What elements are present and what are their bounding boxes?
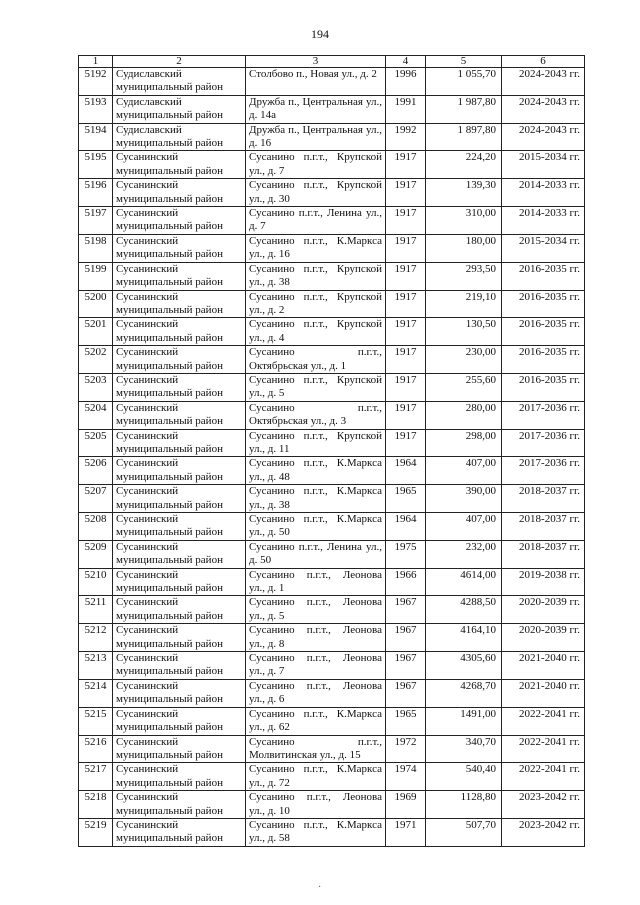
address-cell: Сусанино п.г.т., К.Маркса ул., д. 48 [246,457,386,485]
district-cell: Сусанинский муниципальный район [113,346,246,374]
year-cell: 1972 [386,735,426,763]
district-cell: Сусанинский муниципальный район [113,763,246,791]
row-number: 5200 [79,290,113,318]
period-cell: 2016-2035 гг. [502,318,585,346]
district-cell: Сусанинский муниципальный район [113,429,246,457]
address-cell: Дружба п., Центральная ул., д. 16 [246,123,386,151]
row-number: 5216 [79,735,113,763]
period-cell: 2022-2041 гг. [502,707,585,735]
district-cell: Сусанинский муниципальный район [113,207,246,235]
period-cell: 2017-2036 гг. [502,401,585,429]
table-row [79,652,585,680]
row-number: 5202 [79,346,113,374]
row-number: 5197 [79,207,113,235]
year-cell: 1967 [386,679,426,707]
area-cell: 224,20 [426,151,502,179]
period-cell: 2016-2035 гг. [502,290,585,318]
year-cell: 1991 [386,95,426,123]
table-row [79,151,585,179]
row-number: 5192 [79,68,113,96]
period-cell: 2020-2039 гг. [502,624,585,652]
district-cell: Сусанинский муниципальный район [113,735,246,763]
table-row [79,290,585,318]
period-cell: 2024-2043 гг. [502,68,585,96]
row-number: 5213 [79,652,113,680]
area-cell: 180,00 [426,234,502,262]
address-cell: Сусанино п.г.т., Ленина ул., д. 50 [246,540,386,568]
table-row [79,485,585,513]
area-cell: 1491,00 [426,707,502,735]
table-row [79,373,585,401]
year-cell: 1964 [386,457,426,485]
district-cell: Сусанинский муниципальный район [113,262,246,290]
year-cell: 1965 [386,707,426,735]
period-cell: 2022-2041 гг. [502,735,585,763]
period-cell: 2018-2037 гг. [502,540,585,568]
area-cell: 1 987,80 [426,95,502,123]
period-cell: 2023-2042 гг. [502,791,585,819]
address-cell: Сусанино п.г.т., Крупской ул., д. 38 [246,262,386,290]
district-cell: Сусанинский муниципальный район [113,707,246,735]
table-row [79,401,585,429]
year-cell: 1917 [386,346,426,374]
period-cell: 2016-2035 гг. [502,346,585,374]
column-number-row [79,56,585,68]
address-cell: Сусанино п.г.т., Октябрьская ул., д. 3 [246,401,386,429]
period-cell: 2018-2037 гг. [502,485,585,513]
address-cell: Сусанино п.г.т., Леонова ул., д. 7 [246,652,386,680]
table-row [79,123,585,151]
column-header: 4 [386,56,426,68]
period-cell: 2022-2041 гг. [502,763,585,791]
row-number: 5211 [79,596,113,624]
page-number: 194 [311,27,329,41]
area-cell: 4305,60 [426,652,502,680]
district-cell: Судиславский муниципальный район [113,95,246,123]
area-cell: 507,70 [426,818,502,846]
period-cell: 2020-2039 гг. [502,596,585,624]
table-row [79,679,585,707]
district-cell: Сусанинский муниципальный район [113,568,246,596]
row-number: 5203 [79,373,113,401]
row-number: 5212 [79,624,113,652]
period-cell: 2016-2035 гг. [502,373,585,401]
row-number: 5196 [79,179,113,207]
address-cell: Сусанино п.г.т., Крупской ул., д. 30 [246,179,386,207]
year-cell: 1917 [386,207,426,235]
area-cell: 310,00 [426,207,502,235]
area-cell: 139,30 [426,179,502,207]
row-number: 5215 [79,707,113,735]
column-header: 5 [426,56,502,68]
area-cell: 130,50 [426,318,502,346]
year-cell: 1917 [386,290,426,318]
year-cell: 1917 [386,429,426,457]
address-cell: Сусанино п.г.т., Леонова ул., д. 1 [246,568,386,596]
year-cell: 1964 [386,513,426,541]
address-cell: Сусанино п.г.т., К.Маркса ул., д. 62 [246,707,386,735]
row-number: 5219 [79,818,113,846]
address-cell: Сусанино п.г.т., К.Маркса ул., д. 16 [246,234,386,262]
district-cell: Сусанинский муниципальный район [113,652,246,680]
row-number: 5214 [79,679,113,707]
period-cell: 2024-2043 гг. [502,95,585,123]
table-row [79,624,585,652]
area-cell: 1 055,70 [426,68,502,96]
table-row [79,540,585,568]
address-cell: Сусанино п.г.т., Крупской ул., д. 5 [246,373,386,401]
district-cell: Сусанинский муниципальный район [113,179,246,207]
area-cell: 255,60 [426,373,502,401]
row-number: 5217 [79,763,113,791]
table-row [79,707,585,735]
table-row [79,318,585,346]
period-cell: 2014-2033 гг. [502,179,585,207]
year-cell: 1917 [386,318,426,346]
row-number: 5198 [79,234,113,262]
year-cell: 1975 [386,540,426,568]
area-cell: 280,00 [426,401,502,429]
area-cell: 4288,50 [426,596,502,624]
district-cell: Сусанинский муниципальный район [113,401,246,429]
table-row [79,234,585,262]
row-number: 5210 [79,568,113,596]
area-cell: 4268,70 [426,679,502,707]
district-cell: Судиславский муниципальный район [113,68,246,96]
area-cell: 219,10 [426,290,502,318]
table-row [79,179,585,207]
period-cell: 2021-2040 гг. [502,652,585,680]
area-cell: 4614,00 [426,568,502,596]
district-cell: Сусанинский муниципальный район [113,457,246,485]
year-cell: 1917 [386,401,426,429]
row-number: 5194 [79,123,113,151]
period-cell: 2015-2034 гг. [502,234,585,262]
address-cell: Сусанино п.г.т., К.Маркса ул., д. 58 [246,818,386,846]
address-cell: Сусанино п.г.т., Крупской ул., д. 11 [246,429,386,457]
area-cell: 293,50 [426,262,502,290]
address-cell: Сусанино п.г.т., Ленина ул., д. 7 [246,207,386,235]
table-row [79,513,585,541]
column-header: 3 [246,56,386,68]
district-cell: Сусанинский муниципальный район [113,290,246,318]
table-row [79,68,585,96]
period-cell: 2021-2040 гг. [502,679,585,707]
period-cell: 2024-2043 гг. [502,123,585,151]
area-cell: 298,00 [426,429,502,457]
address-cell: Сусанино п.г.т., Молвитинская ул., д. 15 [246,735,386,763]
district-cell: Сусанинский муниципальный район [113,373,246,401]
table-row [79,818,585,846]
address-cell: Дружба п., Центральная ул., д. 14а [246,95,386,123]
address-cell: Сусанино п.г.т., Леонова ул., д. 10 [246,791,386,819]
district-cell: Сусанинский муниципальный район [113,234,246,262]
address-cell: Столбово п., Новая ул., д. 2 [246,68,386,96]
row-number: 5209 [79,540,113,568]
year-cell: 1967 [386,596,426,624]
table-row [79,568,585,596]
area-cell: 1128,80 [426,791,502,819]
table-row [79,596,585,624]
period-cell: 2017-2036 гг. [502,429,585,457]
district-cell: Сусанинский муниципальный район [113,540,246,568]
year-cell: 1969 [386,791,426,819]
housing-register-table [78,55,585,847]
district-cell: Сусанинский муниципальный район [113,485,246,513]
year-cell: 1917 [386,179,426,207]
row-number: 5201 [79,318,113,346]
row-number: 5193 [79,95,113,123]
year-cell: 1967 [386,652,426,680]
district-cell: Сусанинский муниципальный район [113,318,246,346]
year-cell: 1974 [386,763,426,791]
area-cell: 230,00 [426,346,502,374]
year-cell: 1971 [386,818,426,846]
district-cell: Сусанинский муниципальный район [113,624,246,652]
table-row [79,457,585,485]
address-cell: Сусанино п.г.т., Крупской ул., д. 4 [246,318,386,346]
address-cell: Сусанино п.г.т., Леонова ул., д. 6 [246,679,386,707]
table-row [79,207,585,235]
area-cell: 4164,10 [426,624,502,652]
area-cell: 340,70 [426,735,502,763]
period-cell: 2018-2037 гг. [502,513,585,541]
period-cell: 2023-2042 гг. [502,818,585,846]
year-cell: 1917 [386,373,426,401]
row-number: 5218 [79,791,113,819]
row-number: 5207 [79,485,113,513]
table-row [79,95,585,123]
district-cell: Судиславский муниципальный район [113,123,246,151]
year-cell: 1917 [386,234,426,262]
column-header: 6 [502,56,585,68]
period-cell: 2015-2034 гг. [502,151,585,179]
table-row [79,346,585,374]
address-cell: Сусанино п.г.т., Леонова ул., д. 8 [246,624,386,652]
area-cell: 407,00 [426,513,502,541]
area-cell: 407,00 [426,457,502,485]
row-number: 5195 [79,151,113,179]
year-cell: 1967 [386,624,426,652]
row-number: 5208 [79,513,113,541]
area-cell: 390,00 [426,485,502,513]
column-header: 2 [113,56,246,68]
table-row [79,735,585,763]
area-cell: 232,00 [426,540,502,568]
table-row [79,262,585,290]
period-cell: 2016-2035 гг. [502,262,585,290]
period-cell: 2019-2038 гг. [502,568,585,596]
period-cell: 2014-2033 гг. [502,207,585,235]
address-cell: Сусанино п.г.т., Леонова ул., д. 5 [246,596,386,624]
year-cell: 1992 [386,123,426,151]
address-cell: Сусанино п.г.т., К.Маркса ул., д. 72 [246,763,386,791]
area-cell: 1 897,80 [426,123,502,151]
area-cell: 540,40 [426,763,502,791]
district-cell: Сусанинский муниципальный район [113,513,246,541]
year-cell: 1965 [386,485,426,513]
district-cell: Сусанинский муниципальный район [113,818,246,846]
year-cell: 1917 [386,151,426,179]
district-cell: Сусанинский муниципальный район [113,679,246,707]
year-cell: 1917 [386,262,426,290]
period-cell: 2017-2036 гг. [502,457,585,485]
address-cell: Сусанино п.г.т., Крупской ул., д. 7 [246,151,386,179]
row-number: 5204 [79,401,113,429]
address-cell: Сусанино п.г.т., Крупской ул., д. 2 [246,290,386,318]
table-row [79,763,585,791]
row-number: 5206 [79,457,113,485]
address-cell: Сусанино п.г.т., Октябрьская ул., д. 1 [246,346,386,374]
address-cell: Сусанино п.г.т., К.Маркса ул., д. 38 [246,485,386,513]
scan-mark: · [318,882,322,893]
district-cell: Сусанинский муниципальный район [113,596,246,624]
row-number: 5199 [79,262,113,290]
column-header: 1 [79,56,113,68]
year-cell: 1996 [386,68,426,96]
table-row [79,791,585,819]
table-row [79,429,585,457]
address-cell: Сусанино п.г.т., К.Маркса ул., д. 50 [246,513,386,541]
district-cell: Сусанинский муниципальный район [113,791,246,819]
district-cell: Сусанинский муниципальный район [113,151,246,179]
row-number: 5205 [79,429,113,457]
year-cell: 1966 [386,568,426,596]
